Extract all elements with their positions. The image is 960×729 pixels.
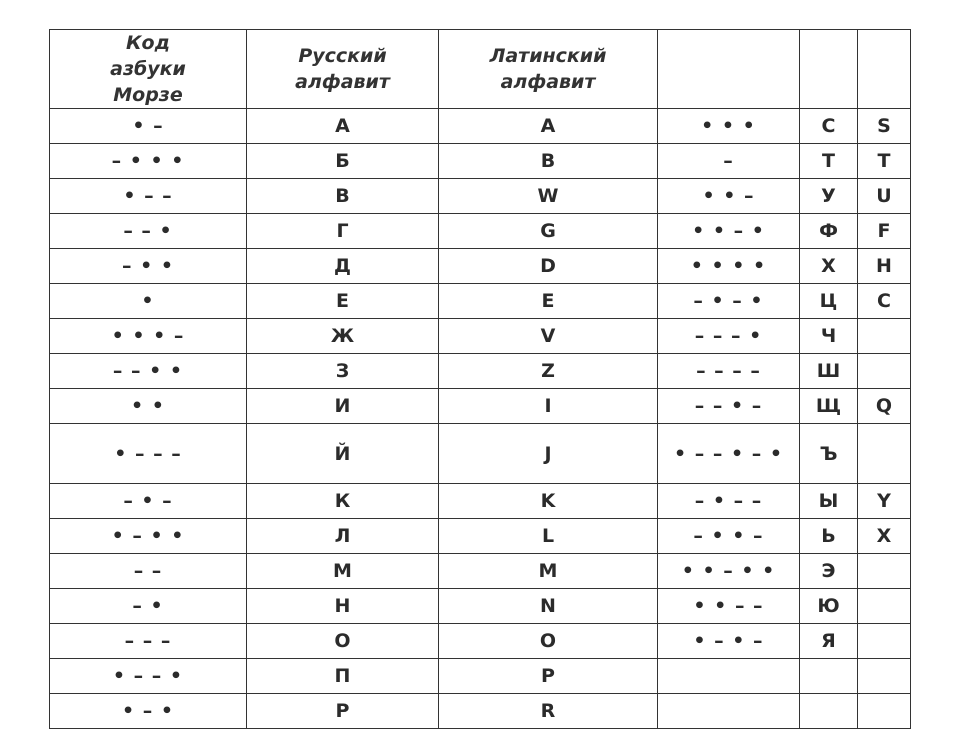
- cell-morse: – – • •: [50, 354, 247, 389]
- morse-table: [49, 29, 911, 729]
- cell-russian: Н: [247, 589, 439, 624]
- cell-latin: P: [439, 659, 658, 694]
- table-row: [50, 214, 911, 249]
- table-row: [50, 424, 911, 484]
- cell-russian-2: Я: [800, 624, 858, 659]
- cell-latin-2: Y: [858, 484, 911, 519]
- cell-russian: К: [247, 484, 439, 519]
- table-row: [50, 144, 911, 179]
- cell-russian: В: [247, 179, 439, 214]
- cell-latin-2: [858, 554, 911, 589]
- cell-latin: D: [439, 249, 658, 284]
- cell-russian-2: Х: [800, 249, 858, 284]
- header-row: [50, 30, 911, 109]
- cell-latin: I: [439, 389, 658, 424]
- cell-russian: О: [247, 624, 439, 659]
- cell-latin-2: C: [858, 284, 911, 319]
- cell-morse: – • •: [50, 249, 247, 284]
- cell-morse-2: [658, 694, 800, 729]
- cell-russian: Е: [247, 284, 439, 319]
- cell-morse: • – •: [50, 694, 247, 729]
- table-row: [50, 249, 911, 284]
- cell-latin: V: [439, 319, 658, 354]
- cell-morse-2: – – • –: [658, 389, 800, 424]
- cell-morse-2: • • – –: [658, 589, 800, 624]
- table-row: [50, 319, 911, 354]
- cell-morse-2: • • – • •: [658, 554, 800, 589]
- cell-russian: М: [247, 554, 439, 589]
- cell-russian-2: С: [800, 109, 858, 144]
- cell-russian: П: [247, 659, 439, 694]
- cell-latin: G: [439, 214, 658, 249]
- cell-russian: Ж: [247, 319, 439, 354]
- cell-russian: А: [247, 109, 439, 144]
- cell-latin-2: [858, 659, 911, 694]
- cell-latin-2: F: [858, 214, 911, 249]
- cell-morse: • •: [50, 389, 247, 424]
- table-row: [50, 694, 911, 729]
- cell-morse-2: – • – •: [658, 284, 800, 319]
- cell-latin-2: U: [858, 179, 911, 214]
- cell-russian: И: [247, 389, 439, 424]
- cell-morse: – •: [50, 589, 247, 624]
- cell-morse: – –: [50, 554, 247, 589]
- table-row: [50, 389, 911, 424]
- header-morse: Код азбуки Морзе: [50, 30, 247, 109]
- cell-morse: – – –: [50, 624, 247, 659]
- cell-morse: • – – –: [50, 424, 247, 484]
- cell-morse: •: [50, 284, 247, 319]
- header-latin: Латинский алфавит: [439, 30, 658, 109]
- cell-morse: • • • –: [50, 319, 247, 354]
- table-row: [50, 659, 911, 694]
- cell-morse-2: • • •: [658, 109, 800, 144]
- header-extra-3: [858, 30, 911, 109]
- cell-latin-2: [858, 624, 911, 659]
- cell-latin-2: [858, 319, 911, 354]
- cell-latin-2: H: [858, 249, 911, 284]
- cell-russian: З: [247, 354, 439, 389]
- cell-russian: Р: [247, 694, 439, 729]
- cell-russian-2: Ш: [800, 354, 858, 389]
- cell-latin: W: [439, 179, 658, 214]
- cell-morse-2: • • • •: [658, 249, 800, 284]
- cell-latin-2: X: [858, 519, 911, 554]
- cell-latin: A: [439, 109, 658, 144]
- table-row: [50, 354, 911, 389]
- cell-russian-2: Ю: [800, 589, 858, 624]
- cell-russian: Г: [247, 214, 439, 249]
- cell-russian-2: [800, 659, 858, 694]
- cell-russian-2: Т: [800, 144, 858, 179]
- cell-russian: Б: [247, 144, 439, 179]
- cell-morse-2: – – – –: [658, 354, 800, 389]
- cell-morse: – • –: [50, 484, 247, 519]
- cell-morse-2: • – • –: [658, 624, 800, 659]
- cell-russian-2: У: [800, 179, 858, 214]
- cell-morse-2: – – – •: [658, 319, 800, 354]
- cell-morse: – – •: [50, 214, 247, 249]
- cell-morse: • – – •: [50, 659, 247, 694]
- cell-morse: • –: [50, 109, 247, 144]
- cell-latin-2: T: [858, 144, 911, 179]
- cell-russian-2: Ч: [800, 319, 858, 354]
- cell-russian-2: Ы: [800, 484, 858, 519]
- table-body: [50, 109, 911, 729]
- cell-latin-2: [858, 354, 911, 389]
- table-row: [50, 519, 911, 554]
- cell-russian-2: [800, 694, 858, 729]
- cell-latin-2: [858, 589, 911, 624]
- header-extra-2: [800, 30, 858, 109]
- cell-latin: J: [439, 424, 658, 484]
- table-row: [50, 589, 911, 624]
- table-row: [50, 109, 911, 144]
- cell-morse-2: • • –: [658, 179, 800, 214]
- cell-latin: Z: [439, 354, 658, 389]
- cell-russian-2: Ь: [800, 519, 858, 554]
- cell-latin: N: [439, 589, 658, 624]
- cell-morse-2: – • – –: [658, 484, 800, 519]
- table-row: [50, 554, 911, 589]
- cell-morse: • – • •: [50, 519, 247, 554]
- cell-latin: R: [439, 694, 658, 729]
- cell-latin-2: [858, 694, 911, 729]
- cell-russian-2: Ф: [800, 214, 858, 249]
- cell-latin: M: [439, 554, 658, 589]
- cell-latin-2: S: [858, 109, 911, 144]
- cell-morse-2: – • • –: [658, 519, 800, 554]
- table-row: [50, 179, 911, 214]
- cell-russian-2: Ц: [800, 284, 858, 319]
- header-extra-1: [658, 30, 800, 109]
- cell-latin: L: [439, 519, 658, 554]
- cell-russian-2: Ъ: [800, 424, 858, 484]
- cell-latin: B: [439, 144, 658, 179]
- cell-russian: Й: [247, 424, 439, 484]
- table-row: [50, 284, 911, 319]
- header-russian: Русский алфавит: [247, 30, 439, 109]
- cell-latin: K: [439, 484, 658, 519]
- cell-russian: Л: [247, 519, 439, 554]
- cell-morse-2: • – – • – •: [658, 424, 800, 484]
- cell-morse: • – –: [50, 179, 247, 214]
- cell-latin-2: [858, 424, 911, 484]
- cell-morse: – • • •: [50, 144, 247, 179]
- cell-russian-2: Щ: [800, 389, 858, 424]
- cell-latin: E: [439, 284, 658, 319]
- cell-russian: Д: [247, 249, 439, 284]
- cell-latin-2: Q: [858, 389, 911, 424]
- cell-morse-2: • • – •: [658, 214, 800, 249]
- table-row: [50, 484, 911, 519]
- cell-latin: O: [439, 624, 658, 659]
- cell-morse-2: [658, 659, 800, 694]
- table-row: [50, 624, 911, 659]
- cell-morse-2: –: [658, 144, 800, 179]
- cell-russian-2: Э: [800, 554, 858, 589]
